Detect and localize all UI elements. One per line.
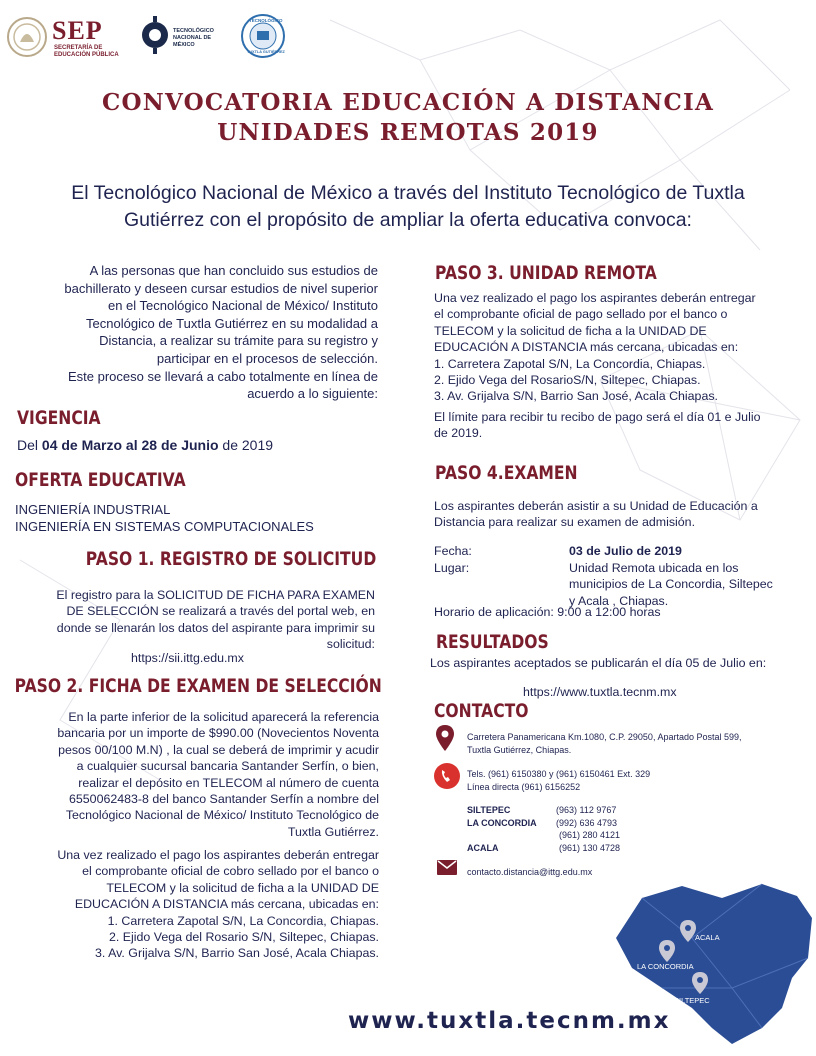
itt-seal-text-top: TECNOLÓGICO	[249, 18, 283, 23]
map-label-siltepec: SILTEPEC	[674, 996, 710, 1005]
paso3-line: Una vez realizado el pago los aspirantes deberán entregar	[434, 291, 756, 305]
paso2-delivery-line: el comprobante oficial de cobro sellado por el banco o	[82, 864, 379, 879]
footer-website[interactable]: www.tuxtla.tecnm.mx	[348, 1008, 671, 1034]
audience-line: Distancia, a realizar su trámite para su registro y	[99, 333, 378, 349]
paso3-deadline	[434, 409, 814, 442]
paso3-deadline-line: de 2019.	[434, 426, 483, 441]
email-link[interactable]: contacto.distancia@ittg.edu.mx	[467, 867, 593, 877]
oferta-list	[15, 501, 314, 535]
contacto-heading: CONTACTO	[434, 700, 529, 722]
audience-line: Este proceso se llevará a cabo totalmente en línea de	[67, 368, 378, 384]
vigencia-range: 04 de Marzo al 28 de Junio	[41, 437, 219, 453]
map-label-acala: ACALA	[695, 933, 720, 942]
intro-line-2: Gutiérrez con el propósito de ampliar la oferta educativa convoca:	[124, 209, 692, 231]
paso1-line: DE SELECCIÓN se realizará a través del portal web, en	[66, 604, 375, 619]
paso4-line: Los aspirantes deberán asistir a su Unidad de Educación a	[434, 499, 758, 513]
sii-portal-link[interactable]: https://sii.ittg.edu.mx	[131, 651, 244, 665]
paso2-delivery-line: Una vez realizado el pago los aspirantes deberán entregar	[57, 848, 379, 862]
audience-line: en el Tecnológico Nacional de México/ Instituto	[107, 298, 378, 314]
resultados-text: Los aspirantes aceptados se publicarán el día 05 de Julio en:	[430, 656, 767, 670]
address-line: Carretera Panamericana Km.1080, C.P. 29050, Apartado Postal 599,	[467, 732, 742, 742]
audience-paragraph	[20, 262, 378, 403]
itt-logo	[238, 12, 288, 60]
audience-line: bachillerato y deseen cursar estudios de nivel superior	[64, 280, 378, 296]
sep-wordmark: SEP	[52, 16, 103, 45]
paso3-deadline-line: El límite para recibir tu recibo de pago será el día 01 e Julio	[434, 410, 761, 424]
unit-phone: (961) 130 4728	[559, 842, 621, 853]
lugar-label: Lugar:	[434, 561, 470, 575]
audience-line: participar en el procesos de selección.	[156, 350, 378, 366]
intro-paragraph	[0, 180, 816, 234]
fecha-label: Fecha:	[434, 544, 472, 558]
address	[467, 731, 742, 756]
paso3-line: el comprobante oficial de pago sellado por el banco o	[434, 307, 728, 322]
tecnm-logo	[140, 14, 230, 58]
paso2-line: Tuxtla Gutiérrez.	[287, 824, 379, 839]
paso1-line: solicitud:	[326, 637, 375, 652]
vigencia-dates	[17, 437, 273, 453]
page-title	[0, 88, 816, 148]
paso2-paragraph	[10, 709, 379, 840]
paso2-delivery-line: TELECOM y la solicitud de ficha a la UNIDAD DE	[106, 880, 379, 895]
phone-icon	[433, 762, 461, 790]
paso3-heading: PASO 3. UNIDAD REMOTA	[435, 262, 657, 284]
unit-phone: (961) 280 4121	[559, 830, 621, 840]
lugar-value	[569, 560, 809, 609]
paso2-heading: PASO 2. FICHA DE EXAMEN DE SELECCIÓN	[14, 675, 382, 697]
tecnm-site-link[interactable]: https://www.tuxtla.tecnm.mx	[523, 685, 677, 699]
intro-line-1: El Tecnológico Nacional de México a través del Instituto Tecnológico de Tuxtla	[71, 182, 745, 204]
paso2-line: pesos 00/100 M.N) , la cual se deberá de imprimir y acudir	[58, 742, 379, 757]
oferta-heading: OFERTA EDUCATIVA	[15, 469, 186, 491]
unit-name: LA CONCORDIA	[467, 817, 537, 828]
lugar-line: municipios de La Concordia, Siltepec	[569, 577, 773, 592]
phone-line: Tels. (961) 6150380 y (961) 6150461 Ext. 329	[467, 769, 651, 779]
sep-subtitle-line: EDUCACIÓN PÚBLICA	[54, 52, 119, 58]
paso1-heading: PASO 1. REGISTRO DE SOLICITUD	[85, 548, 376, 570]
lugar-line: Unidad Remota ubicada en los	[569, 561, 739, 575]
paso2-delivery-line: 2. Ejido Vega del Rosario S/N, Siltepec, Chiapas.	[109, 930, 379, 945]
paso4-line: Distancia para realizar su examen de admisión.	[434, 515, 696, 530]
unit-name: ACALA	[467, 842, 499, 853]
paso4-heading: PASO 4.EXAMEN	[435, 462, 578, 484]
itt-seal-text-bottom: TUXTLA GUTIÉRREZ	[247, 50, 285, 54]
vigencia-prefix: Del	[17, 437, 42, 453]
audience-line: acuerdo a lo siguiente:	[247, 386, 378, 402]
lugar-line: y Acala , Chiapas.	[569, 593, 669, 608]
tecnm-text-line: NACIONAL DE MÉXICO	[173, 35, 212, 48]
paso1-paragraph	[10, 587, 375, 653]
paso2-delivery-line: EDUCACIÓN A DISTANCIA más cercana, ubicadas en:	[74, 897, 379, 912]
paso1-line: donde se llenarán los datos del aspirante para imprimir su	[56, 620, 375, 635]
paso3-line: 1. Carretera Zapotal S/N, La Concordia, Chiapas.	[434, 356, 706, 371]
paso2-line: realizar el depósito en TELECOM al número de cuenta	[78, 775, 379, 790]
paso2-line: Tecnológico Nacional de México/ Instituto Tecnológico de	[65, 808, 379, 823]
unit-phone: (963) 112 9767	[556, 805, 617, 815]
resultados-heading: RESULTADOS	[436, 631, 549, 653]
audience-line: Tecnológico de Tuxtla Gutiérrez en su modalidad a	[86, 315, 378, 331]
sep-subtitle	[54, 45, 119, 59]
title-line-2: UNIDADES REMOTAS 2019	[217, 119, 599, 146]
paso2-delivery-line: 3. Av. Grijalva S/N, Barrio San José, Acala Chiapas.	[95, 946, 379, 961]
paso3-line: 3. Av. Grijalva S/N, Barrio San José, Acala Chiapas.	[434, 389, 718, 404]
sep-logo	[4, 12, 136, 60]
tecnm-text-line: TECNOLÓGICO	[173, 28, 214, 34]
unit-phones	[467, 804, 687, 854]
unit-phone: (992) 636 4793	[556, 817, 618, 828]
unit-phone-row	[467, 817, 687, 830]
audience-line: A las personas que han concluido sus estudios de	[89, 263, 378, 278]
vigencia-heading: VIGENCIA	[17, 407, 101, 429]
paso4-paragraph	[434, 498, 814, 531]
eagle-seal-icon	[6, 16, 48, 58]
location-pin-icon	[436, 725, 454, 751]
unit-phone-row	[467, 842, 687, 855]
phone-line: Línea directa (961) 6156252	[467, 781, 581, 792]
unit-name: SILTEPEC	[467, 805, 511, 815]
paso2-line: En la parte inferior de la solicitud aparecerá la referencia	[68, 710, 379, 724]
paso1-line: El registro para la SOLICITUD DE FICHA PARA EXAMEN	[56, 588, 375, 602]
fecha-value: 03 de Julio de 2019	[569, 544, 682, 558]
phones	[467, 768, 650, 793]
paso2-delivery-paragraph	[10, 847, 379, 962]
paso3-line: EDUCACIÓN A DISTANCIA más cercana, ubicadas en:	[434, 340, 739, 355]
mail-icon	[437, 860, 457, 875]
vigencia-suffix: de 2019	[218, 437, 274, 453]
title-line-1: CONVOCATORIA EDUCACIÓN A DISTANCIA	[101, 89, 715, 116]
tecnm-text	[173, 28, 230, 49]
map-label-concordia: LA CONCORDIA	[637, 962, 694, 971]
sep-subtitle-line: SECRETARÍA DE	[54, 45, 103, 51]
oferta-item: INGENIERÍA EN SISTEMAS COMPUTACIONALES	[15, 519, 314, 534]
paso3-paragraph	[434, 290, 814, 405]
paso2-line: 6550062483-8 del banco Santander Serfín a nombre del	[69, 792, 379, 807]
tecnm-gear-icon	[140, 14, 170, 56]
unit-phone-row	[467, 804, 687, 817]
paso2-delivery-line: 1. Carretera Zapotal S/N, La Concordia, Chiapas.	[107, 913, 379, 928]
unit-phone-row	[467, 829, 687, 842]
paso3-line: 2. Ejido Vega del RosarioS/N, Siltepec, Chiapas.	[434, 373, 701, 388]
paso2-line: bancaria por un importe de $990.00 (Novecientos Noventa	[57, 726, 379, 741]
paso3-line: TELECOM y la solicitud de ficha a la UNIDAD DE	[434, 323, 707, 338]
oferta-item: INGENIERÍA INDUSTRIAL	[15, 502, 171, 517]
horario: Horario de aplicación: 9:00 a 12:00 horas	[434, 605, 661, 619]
paso2-line: a cualquier sucursal bancaria Santander Serfín, o bien,	[76, 759, 379, 774]
address-line: Tuxtla Gutiérrez, Chiapas.	[467, 744, 572, 755]
